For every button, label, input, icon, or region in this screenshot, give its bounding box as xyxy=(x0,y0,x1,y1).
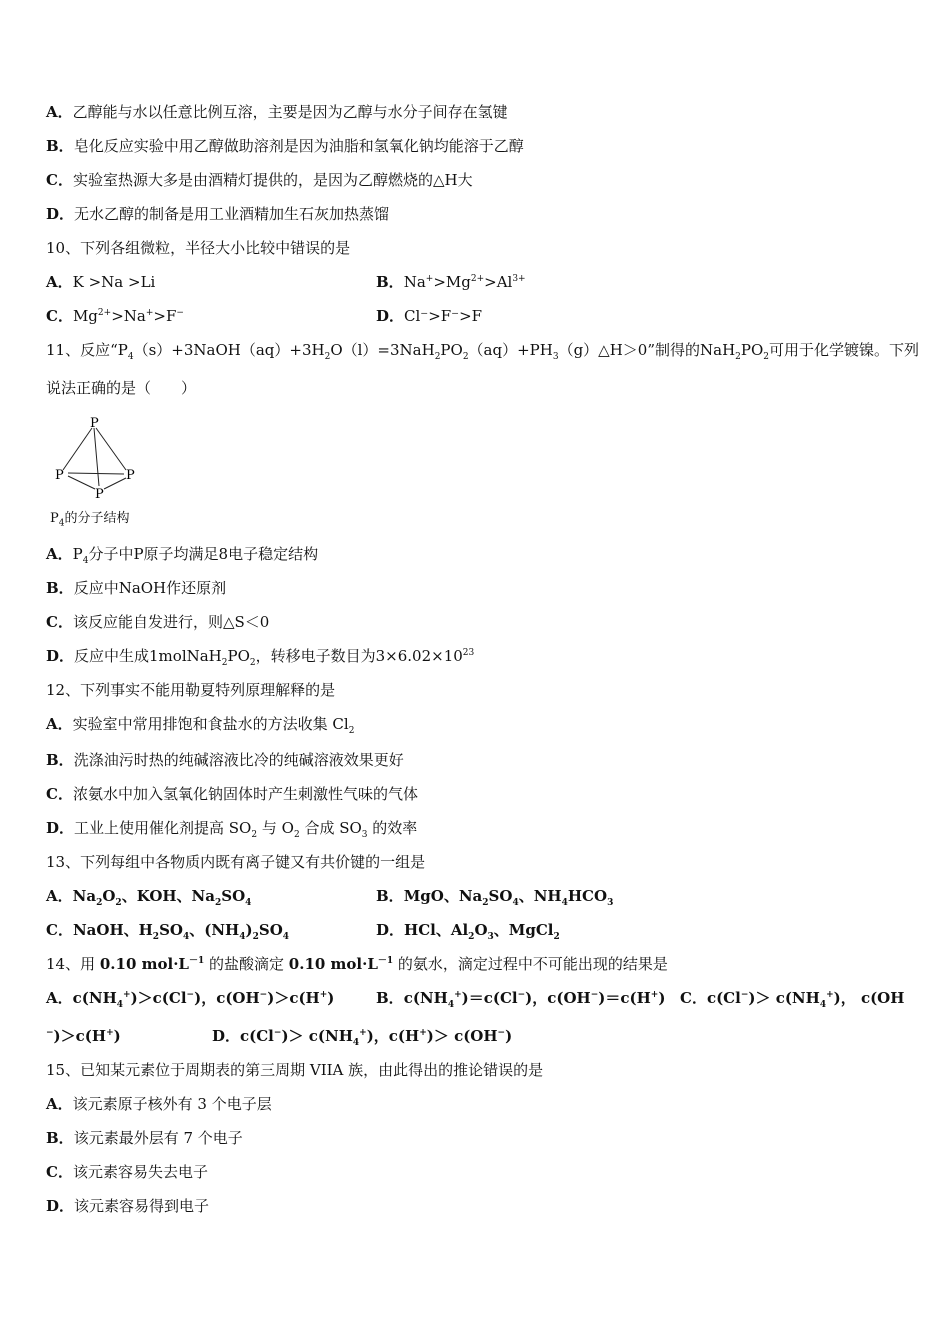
text: O xyxy=(474,921,488,939)
text: PO xyxy=(227,647,250,665)
text: )，c(OH xyxy=(194,989,260,1007)
text: )， c(OH xyxy=(833,989,905,1007)
text: 0.10 mol·L xyxy=(99,955,189,973)
option-text: 该元素原子核外有 3 个电子层 xyxy=(72,1095,272,1113)
sub: 4 xyxy=(352,1038,360,1048)
option-text: 该元素容易得到电子 xyxy=(74,1197,210,1215)
sup: − xyxy=(46,1028,54,1038)
q11-stem-line2: 说法正确的是（ ） xyxy=(46,379,197,397)
sub: 2 xyxy=(324,352,331,362)
option-text: K >Na >Li xyxy=(72,273,156,291)
sub: 2 xyxy=(763,352,770,362)
text: >F xyxy=(153,307,177,325)
text: )＞ c(NH xyxy=(281,1027,353,1045)
option-label: D． xyxy=(46,647,75,665)
sup: − xyxy=(186,990,195,1000)
text: SO xyxy=(488,887,513,905)
q14-option-d xyxy=(212,1026,512,1046)
q11-stem-line1 xyxy=(46,340,919,360)
sub: 2 xyxy=(468,932,475,942)
sup: − xyxy=(176,308,184,318)
text: Mg xyxy=(72,307,98,325)
q12-option-b xyxy=(46,750,404,770)
q15-stem: 15、已知某元素位于周期表的第三周期 VIIA 族，由此得出的推论错误的是 xyxy=(46,1061,544,1079)
text: NaOH、H xyxy=(72,921,153,939)
sup: − xyxy=(740,990,749,1000)
sup: − xyxy=(590,990,599,1000)
p4-structure-svg xyxy=(44,412,154,507)
option-label: A． xyxy=(46,103,73,121)
text: )＞ c(NH xyxy=(748,989,820,1007)
q10-option-c xyxy=(46,306,184,326)
atom-left: P xyxy=(55,468,64,483)
option-label: B． xyxy=(376,273,404,291)
sub: 2 xyxy=(293,830,300,840)
sub: 2 xyxy=(553,932,560,942)
text: （s）+3NaOH（aq）+3H xyxy=(133,341,325,359)
option-label: D． xyxy=(376,921,405,939)
q15-option-a xyxy=(46,1094,272,1114)
q12-option-c xyxy=(46,784,418,804)
q14-option-a xyxy=(46,988,334,1008)
q13-stem: 13、下列每组中各物质内既有离子键又有共价键的一组是 xyxy=(46,853,426,871)
text: 反应中生成1molNaH xyxy=(74,647,222,665)
text: SO xyxy=(159,921,183,939)
option-label: C． xyxy=(680,989,707,1007)
option-text: 无水乙醇的制备是用工业酒精加生石灰加热蒸馏 xyxy=(74,205,390,223)
text: 的盐酸滴定 xyxy=(204,955,289,973)
option-label: C． xyxy=(46,785,73,803)
sub: 2 xyxy=(215,898,222,908)
text: O（l）=3NaH xyxy=(330,341,435,359)
sub: 4 xyxy=(282,932,290,942)
text: HCO xyxy=(567,887,608,905)
sup: + xyxy=(425,274,434,284)
sup: + xyxy=(123,990,131,1000)
option-label: B． xyxy=(46,137,74,155)
text: 工业上使用催化剂提高 SO xyxy=(74,819,252,837)
option-label: D． xyxy=(46,1197,75,1215)
text: >Al xyxy=(484,273,513,291)
text: （g）△H＞0”制得的NaH xyxy=(558,341,736,359)
q12-stem: 12、下列事实不能用勒夏特列原理解释的是 xyxy=(46,681,336,699)
text: SO xyxy=(221,887,246,905)
option-text: 皂化反应实验中用乙醇做助溶剂是因为油脂和氢氧化钠均能溶于乙醇 xyxy=(73,137,524,155)
text: 、(NH xyxy=(189,921,240,939)
sub: 2 xyxy=(735,352,741,362)
q10-stem: 10、下列各组微粒，半径大小比较中错误的是 xyxy=(46,239,351,257)
q13-option-b xyxy=(376,886,613,906)
text: 与 O xyxy=(257,819,294,837)
sup: + xyxy=(826,990,834,1000)
sub: 2 xyxy=(221,658,228,668)
sub: 2 xyxy=(482,898,489,908)
option-text: Cl⁻>F⁻>F xyxy=(404,307,483,325)
sub: 4 xyxy=(116,1000,124,1010)
text: ) xyxy=(505,1027,513,1045)
option-label: C． xyxy=(46,171,73,189)
text: MgO、Na xyxy=(403,887,483,905)
q9-option-d xyxy=(46,204,389,224)
text: c(Cl xyxy=(706,989,741,1007)
option-label: B． xyxy=(376,887,404,905)
sub: 4 xyxy=(127,352,134,362)
sup: + xyxy=(106,1028,114,1038)
option-label: A． xyxy=(46,715,73,733)
sub: 4 xyxy=(58,518,65,529)
sub: 3 xyxy=(607,898,614,908)
text: >Mg xyxy=(433,273,471,291)
sup: + xyxy=(454,990,462,1000)
q10-option-d xyxy=(376,306,482,326)
text: c(NH xyxy=(72,989,117,1007)
text: 11、反应“P xyxy=(46,341,128,359)
text: （aq）+PH xyxy=(468,341,553,359)
sup: + xyxy=(419,1028,427,1038)
sup: 2+ xyxy=(97,308,112,318)
text: c(Cl xyxy=(240,1027,274,1045)
text: )＞c(H xyxy=(53,1027,107,1045)
text: )＝c(H xyxy=(598,989,651,1007)
sub: 4 xyxy=(245,898,252,908)
option-label: A． xyxy=(46,887,73,905)
q11-option-a xyxy=(46,544,318,564)
sub: 2 xyxy=(251,830,258,840)
q11-option-c xyxy=(46,612,269,632)
q15-option-b xyxy=(46,1128,243,1148)
option-label: C． xyxy=(46,1163,73,1181)
option-label: C． xyxy=(46,921,73,939)
text: 分子中P原子均满足8电子稳定结构 xyxy=(88,545,319,563)
q14-option-c xyxy=(680,988,904,1008)
text: )，c(H xyxy=(366,1027,420,1045)
sub: 2 xyxy=(434,352,441,362)
option-label: D． xyxy=(46,205,75,223)
option-text: 该元素容易失去电子 xyxy=(72,1163,208,1181)
option-text: 浓氨水中加入氢氧化钠固体时产生刺激性气味的气体 xyxy=(72,785,418,803)
text: 、NH xyxy=(518,887,562,905)
text: )，c(OH xyxy=(525,989,591,1007)
text: )＞c(Cl xyxy=(130,989,187,1007)
sub: 2 xyxy=(96,898,103,908)
text: P xyxy=(50,511,59,526)
text: ) xyxy=(245,921,253,939)
sub: 4 xyxy=(561,898,568,908)
text: ，转移电子数目为3×6.02×10 xyxy=(255,647,463,665)
option-text: 实验室热源大多是由酒精灯提供的，是因为乙醇燃烧的△H大 xyxy=(72,171,473,189)
sup: − xyxy=(517,990,526,1000)
text: ) xyxy=(113,1027,121,1045)
q15-option-d xyxy=(46,1196,209,1216)
text: 0.10 mol·L xyxy=(288,955,378,973)
sup: 23 xyxy=(462,648,475,658)
q11-option-b xyxy=(46,578,226,598)
option-label: A． xyxy=(46,545,73,563)
option-label: D． xyxy=(376,307,405,325)
sup: + xyxy=(319,990,328,1000)
text: 实验室中常用排饱和食盐水的方法收集 Cl xyxy=(72,715,349,733)
option-label: A． xyxy=(46,1095,73,1113)
q12-option-d xyxy=(46,818,417,838)
option-text: 反应中NaOH作还原剂 xyxy=(73,579,227,597)
q15-option-c xyxy=(46,1162,208,1182)
text: 的氨水，滴定过程中不可能出现的结果是 xyxy=(393,955,668,973)
sub: 3 xyxy=(487,932,494,942)
sup: − xyxy=(497,1028,506,1038)
sup: − xyxy=(273,1028,282,1038)
text: ) xyxy=(658,989,666,1007)
sub: 2 xyxy=(348,726,355,736)
text: ) xyxy=(327,989,335,1007)
q14-option-b xyxy=(376,988,665,1008)
option-label: D． xyxy=(212,1027,241,1045)
text: )＝c(Cl xyxy=(461,989,518,1007)
q13-option-a xyxy=(46,886,251,906)
text: >Na xyxy=(111,307,146,325)
q12-option-a xyxy=(46,714,354,734)
q9-option-c xyxy=(46,170,473,190)
sub: 2 xyxy=(249,658,256,668)
q11-option-d xyxy=(46,646,474,666)
text: )＞ c(OH xyxy=(426,1027,498,1045)
text: 、MgCl xyxy=(493,921,554,939)
sup: + xyxy=(650,990,659,1000)
text: 的分子结构 xyxy=(64,511,130,526)
q9-option-b xyxy=(46,136,524,156)
option-text: 该元素最外层有 7 个电子 xyxy=(73,1129,243,1147)
option-label: B． xyxy=(46,751,74,769)
sub: 3 xyxy=(361,830,368,840)
text: Na xyxy=(403,273,426,291)
sub: 2 xyxy=(115,898,122,908)
option-label: A． xyxy=(46,273,73,291)
option-label: D． xyxy=(46,819,75,837)
sub: 2 xyxy=(252,932,259,942)
sup: －1 xyxy=(377,956,394,966)
option-text: 乙醇能与水以任意比例互溶，主要是因为乙醇与水分子间存在氢键 xyxy=(72,103,508,121)
sup: + xyxy=(145,308,154,318)
text: 14、用 xyxy=(46,955,100,973)
sub: 4 xyxy=(82,556,89,566)
p4-diagram-caption xyxy=(50,507,130,529)
text: )＞c(H xyxy=(267,989,320,1007)
sub: 4 xyxy=(182,932,190,942)
option-label: B． xyxy=(46,1129,74,1147)
sup: − xyxy=(259,990,268,1000)
atom-top: P xyxy=(90,416,99,431)
q10-option-b xyxy=(376,272,526,292)
option-text: 该反应能自发进行，则△S＜0 xyxy=(72,613,270,631)
option-label: B． xyxy=(46,579,74,597)
text: 可用于化学镀镍。下列 xyxy=(769,341,920,359)
sup: 2+ xyxy=(470,274,485,284)
q14-stem xyxy=(46,954,668,974)
q13-option-d xyxy=(376,920,560,940)
sub: 2 xyxy=(152,932,160,942)
sub: 2 xyxy=(462,352,469,362)
option-label: C． xyxy=(46,613,73,631)
text: 、KOH、Na xyxy=(121,887,215,905)
atom-right: P xyxy=(126,468,135,483)
sup: + xyxy=(359,1028,367,1038)
text: PO xyxy=(740,341,764,359)
q14-option-c-cont xyxy=(46,1026,121,1046)
option-label: C． xyxy=(46,307,73,325)
q13-option-c xyxy=(46,920,289,940)
option-text: 洗涤油污时热的纯碱溶液比冷的纯碱溶液效果更好 xyxy=(73,751,404,769)
sub: 3 xyxy=(552,352,559,362)
sup: 3+ xyxy=(512,274,526,284)
text: 合成 SO xyxy=(299,819,362,837)
text: SO xyxy=(258,921,283,939)
text: Na xyxy=(72,887,97,905)
option-label: B． xyxy=(376,989,404,1007)
text: c(NH xyxy=(403,989,448,1007)
text: O xyxy=(102,887,116,905)
sub: 4 xyxy=(239,932,246,942)
sub: 4 xyxy=(819,1000,827,1010)
text: P xyxy=(72,545,83,563)
sup: －1 xyxy=(188,956,205,966)
text: PO xyxy=(440,341,463,359)
text: 的效率 xyxy=(367,819,418,837)
q9-option-a xyxy=(46,102,508,122)
sub: 4 xyxy=(512,898,519,908)
option-label: A． xyxy=(46,989,73,1007)
q10-option-a xyxy=(46,272,155,292)
atom-bottom: P xyxy=(95,487,104,502)
text: HCl、Al xyxy=(404,921,469,939)
sub: 4 xyxy=(447,1000,455,1010)
